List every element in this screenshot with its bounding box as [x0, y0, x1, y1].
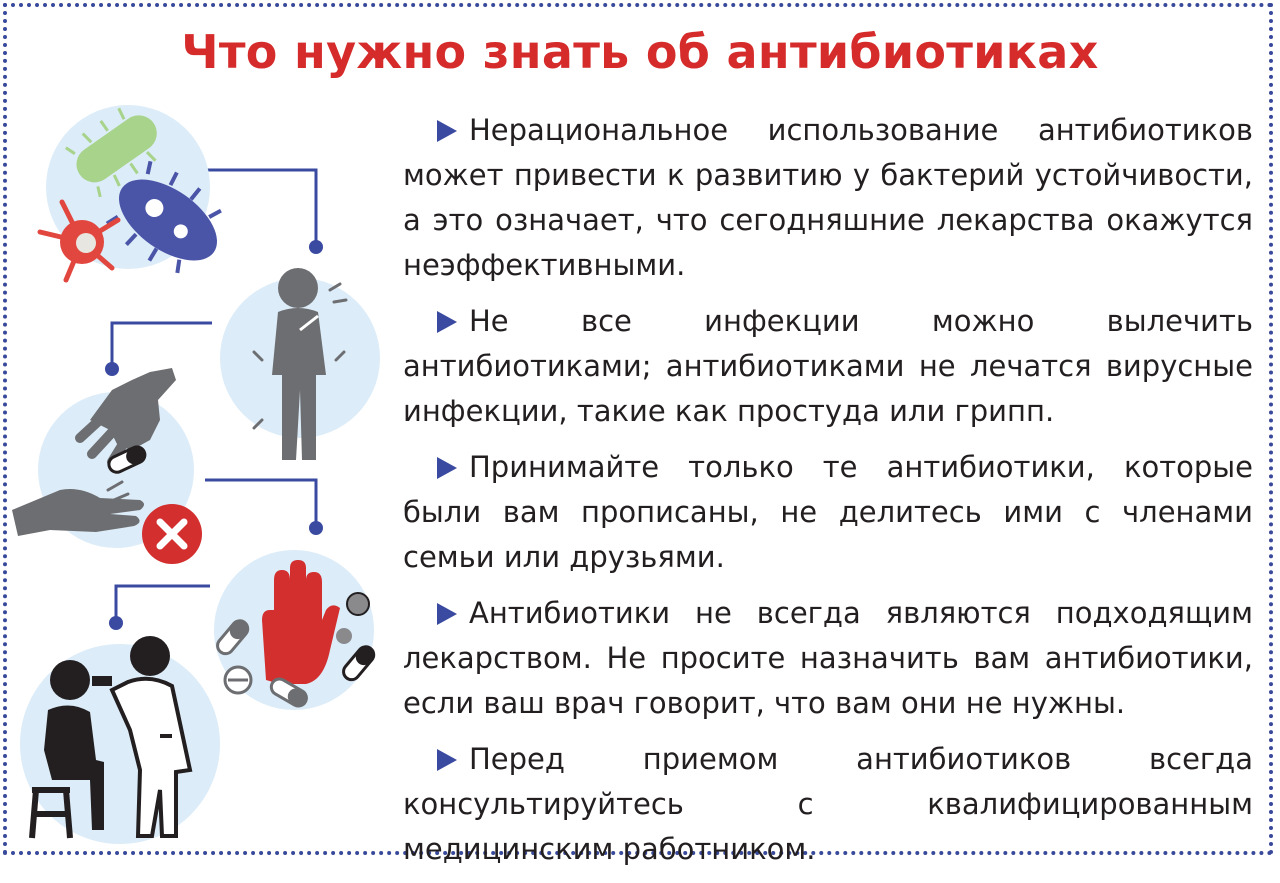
sick-person-icon: [220, 268, 380, 460]
arrow-right-icon: [437, 603, 457, 625]
advice-item-1: [403, 108, 1253, 288]
arrow-right-icon: [437, 457, 457, 479]
advice-text-2: Не все инфекции можно вылечить антибиотиками; антибиотиками не лечатся вирусные инфекции, такие как простуда или грипп.: [403, 304, 1253, 428]
bacteria-icon: [40, 97, 239, 288]
advice-list: [403, 108, 1253, 883]
doctor-patient-icon: [20, 636, 220, 844]
arrow-right-icon: [437, 120, 457, 142]
advice-item-4: [403, 591, 1253, 726]
advice-item-5: [403, 737, 1253, 872]
illustration-panel: [0, 90, 400, 860]
arrow-right-icon: [437, 749, 457, 771]
advice-text-4: Антибиотики не всегда являются подходящим лекарством. Не просите назначить вам антибиотики, если ваш врач говорит, что вам они не нужны.: [403, 596, 1253, 720]
advice-item-3: [403, 445, 1253, 580]
no-x-icon: [142, 504, 202, 564]
stop-hand-icon: [214, 550, 377, 710]
arrow-right-icon: [437, 311, 457, 333]
advice-text-1: Нерациональное использование антибиотиков может привести к развитию у бактерий устойчивости, а это означает, что сегодняшние лекарства окажутся неэффективными.: [403, 113, 1253, 282]
advice-text-3: Принимайте только те антибиотики, которые были вам прописаны, не делитесь ими с членами семьи или друзьями.: [403, 450, 1253, 574]
advice-item-2: [403, 299, 1253, 434]
advice-text-5: Перед приемом антибиотиков всегда консультируйтесь с квалифицированным медицинским работником.: [403, 742, 1253, 866]
page-title: Что нужно знать об антибиотиках: [181, 25, 1099, 79]
